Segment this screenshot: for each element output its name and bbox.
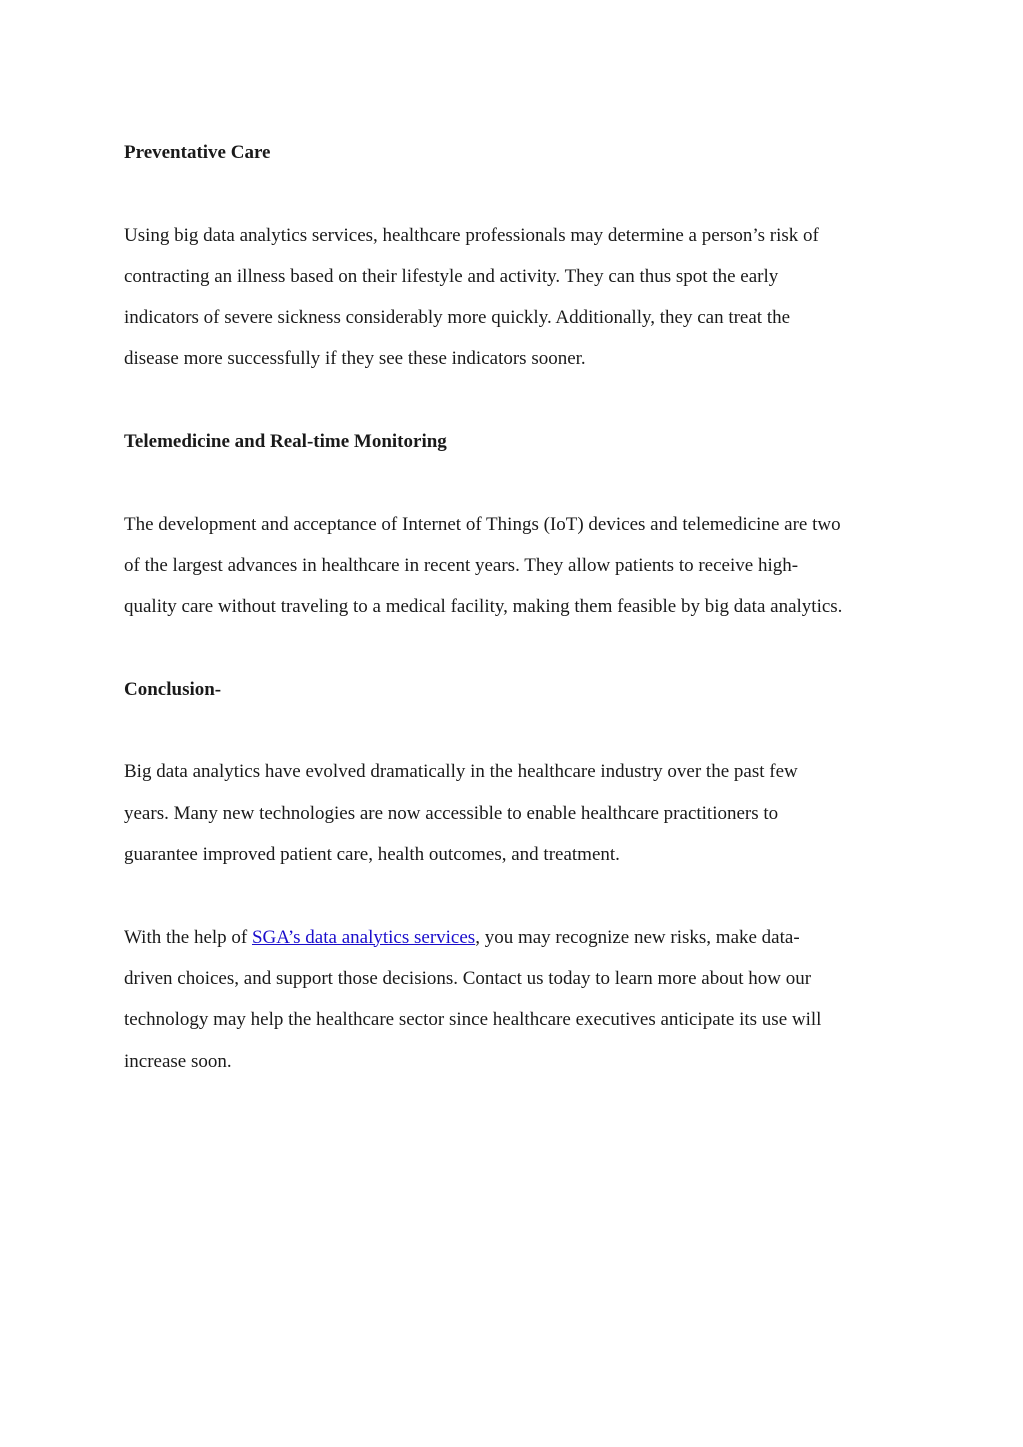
paragraph [124,215,914,380]
spacer [124,380,914,421]
paragraph [124,504,914,628]
section-heading: Telemedicine and Real-time Monitoring [124,431,447,453]
spacer [124,462,914,503]
text-line: The development and acceptance of Internet of Things (IoT) devices and telemedicine are two [124,513,841,535]
paragraph [124,751,914,875]
text-span: With the help of [124,926,252,948]
section-heading: Preventative Care [124,142,271,163]
text-line [124,917,914,958]
section-heading: Conclusion- [124,678,222,700]
text-line: disease more successfully if they see these indicators sooner. [124,348,586,370]
final-paragraph [124,917,914,1082]
text-span: , you may recognize new risks, make data- [475,926,800,948]
text-line: guarantee improved patient care, health outcomes, and treatment. [124,844,620,866]
spacer [124,710,914,751]
text-line: years. Many new technologies are now accessible to enable healthcare practitioners to [124,802,779,824]
spacer [124,173,914,214]
text-line: technology may help the healthcare sector since healthcare executives anticipate its use will [124,1009,822,1031]
spacer [124,875,914,916]
text-line: quality care without traveling to a medical facility, making them feasible by big data analytics. [124,596,843,618]
text-line: Using big data analytics services, healthcare professionals may determine a person’s risk of [124,224,819,246]
spacer [124,628,914,669]
document-page [124,132,914,1082]
text-line: contracting an illness based on their lifestyle and activity. They can thus spot the early [124,265,779,287]
text-line: Big data analytics have evolved dramatically in the healthcare industry over the past few [124,761,798,783]
text-line: increase soon. [124,1050,232,1072]
text-line: of the largest advances in healthcare in recent years. They allow patients to receive high- [124,554,799,576]
text-line: driven choices, and support those decisions. Contact us today to learn more about how our [124,967,812,989]
text-line: indicators of severe sickness considerably more quickly. Additionally, they can treat the [124,307,791,329]
sga-services-link[interactable]: SGA’s data analytics services [251,926,476,948]
